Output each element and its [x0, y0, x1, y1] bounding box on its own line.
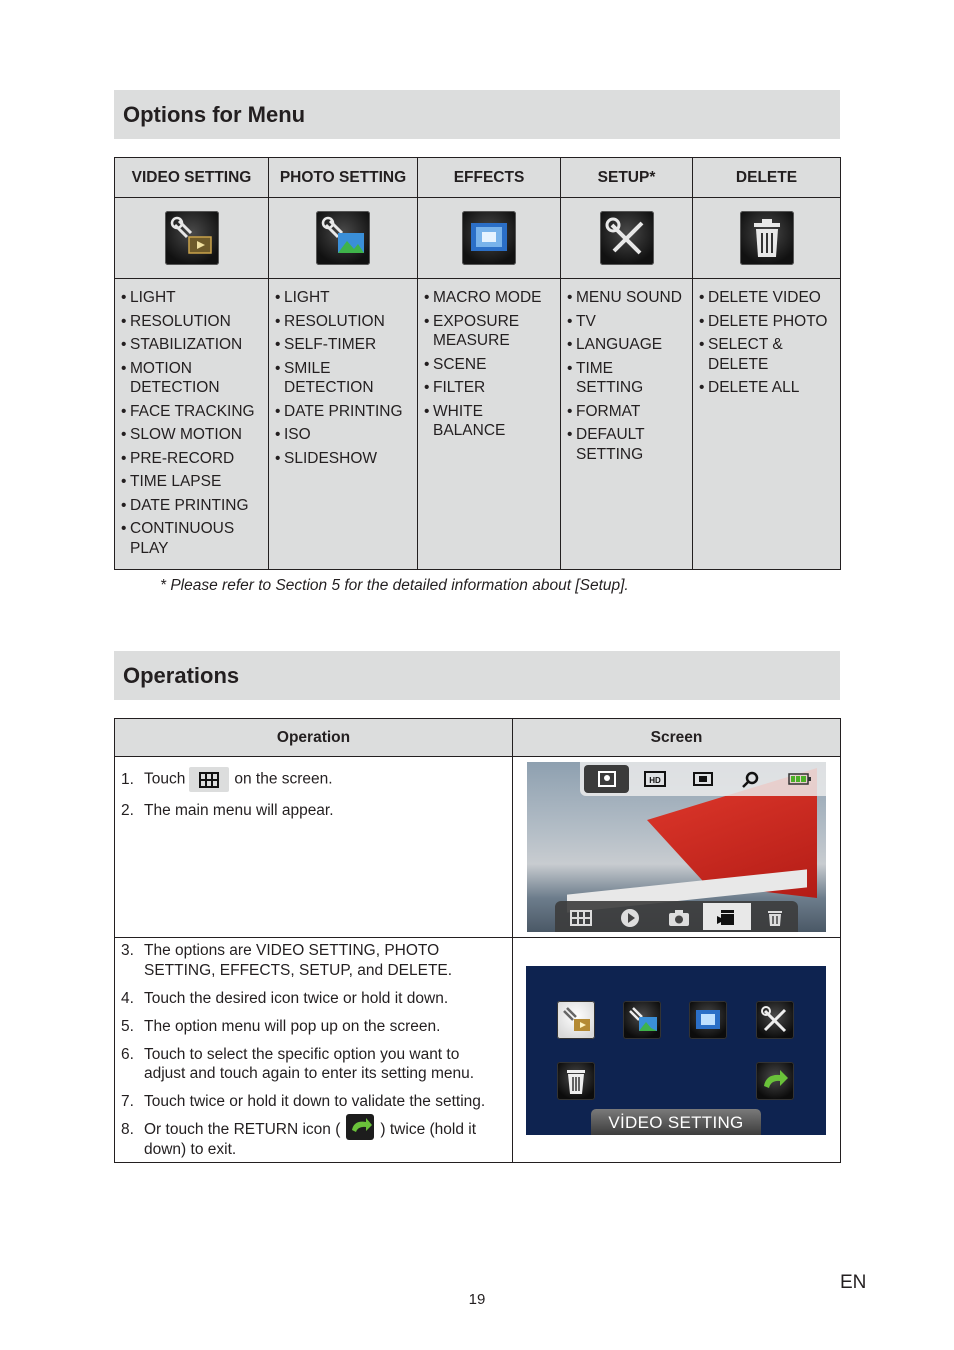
list-item: • RESOLUTION	[275, 312, 417, 332]
light-icon[interactable]	[728, 765, 773, 793]
setup-icon[interactable]	[756, 1001, 794, 1039]
menu-header-row	[115, 158, 841, 198]
list-item: • SLOW MOTION	[121, 425, 268, 445]
operations-row-2	[115, 938, 841, 1163]
list-item: • WHITE BALANCE	[424, 402, 524, 441]
list-item: • STABILIZATION	[121, 335, 268, 355]
selected-option-label: VİDEO SETTING	[591, 1109, 761, 1135]
list-item: • TIME LAPSE	[121, 472, 268, 492]
photo-setting-icon[interactable]	[623, 1001, 661, 1039]
setup-icon-cell	[561, 198, 693, 279]
list-item: • SCENE	[424, 355, 560, 375]
operations-table	[114, 718, 841, 1163]
list-item: • MOTION DETECTION	[121, 359, 249, 398]
list-item: • ISO	[275, 425, 417, 445]
list-item: • DATE PRINTING	[121, 496, 268, 516]
hd-resolution-icon[interactable]	[632, 765, 677, 793]
menu-grid-icon	[189, 767, 229, 792]
step-2-text: The main menu will appear.	[144, 801, 334, 819]
step-8	[121, 1120, 504, 1160]
step-1-text-post: on the screen.	[234, 770, 333, 788]
list-item: • LIGHT	[121, 288, 268, 308]
video-setting-list-cell	[115, 279, 269, 570]
photo-setting-icon	[316, 211, 370, 265]
step-number: 5.	[121, 1017, 134, 1035]
list-item: • PRE-RECORD	[121, 449, 268, 469]
operations-row-1	[115, 757, 841, 938]
screen-column-header: Screen	[513, 719, 841, 757]
return-icon[interactable]	[756, 1062, 794, 1100]
menu-icon-row	[115, 198, 841, 279]
operations-steps-cell-2	[115, 938, 513, 1163]
step-3	[121, 941, 504, 980]
step-2	[121, 801, 504, 821]
menu-grid-icon[interactable]	[557, 903, 605, 930]
screen-cell-2	[513, 938, 841, 1163]
video-setting-icon	[165, 211, 219, 265]
step-8-text-pre: Or touch the RETURN icon (	[144, 1121, 341, 1139]
list-item: • DATE PRINTING	[275, 402, 417, 422]
column-header-setup: SETUP*	[561, 158, 693, 198]
step-number: 6.	[121, 1045, 134, 1063]
step-number: 3.	[121, 942, 134, 959]
video-setting-options	[121, 288, 268, 558]
step-6	[121, 1045, 504, 1084]
column-header-effects: EFFECTS	[418, 158, 561, 198]
photo-setting-options	[275, 288, 417, 468]
setup-icon	[600, 211, 654, 265]
setup-list-cell	[561, 279, 693, 570]
step-8-text-post: ) twice (hold it down) to exit.	[144, 1121, 477, 1158]
effects-icon[interactable]	[689, 1001, 727, 1039]
page-number: 19	[468, 1291, 486, 1308]
step-1	[121, 767, 504, 792]
step-4	[121, 989, 504, 1009]
list-item: • TV	[567, 312, 692, 332]
list-item: • TIME SETTING	[567, 359, 657, 398]
list-item: • SELF-TIMER	[275, 335, 417, 355]
operations-header-bar	[114, 651, 840, 700]
step-5-text: The option menu will pop up on the screen.	[144, 1017, 441, 1035]
delete-icon	[740, 211, 794, 265]
photo-setting-icon-cell	[269, 198, 418, 279]
options-menu-title: Options for Menu	[123, 102, 306, 127]
operations-steps-cell-1	[115, 757, 513, 938]
step-4-text: Touch the desired icon twice or hold it down.	[144, 989, 449, 1007]
step-7-text: Touch twice or hold it down to validate the setting.	[144, 1093, 486, 1110]
photo-setting-list-cell	[269, 279, 418, 570]
list-item: • FILTER	[424, 378, 560, 398]
list-item: • RESOLUTION	[121, 312, 268, 332]
step-3-text: The options are VIDEO SETTING, PHOTO SETTING, EFFECTS, SETUP, and DELETE.	[144, 942, 453, 979]
operations-title: Operations	[123, 663, 240, 688]
operation-column-header: Operation	[115, 719, 513, 757]
step-number: 4.	[121, 989, 134, 1007]
trash-icon[interactable]	[751, 903, 799, 930]
column-header-delete: DELETE	[693, 158, 841, 198]
delete-list-cell	[693, 279, 841, 570]
step-7	[121, 1092, 504, 1112]
battery-icon	[780, 765, 820, 793]
delete-options	[699, 288, 840, 398]
options-menu-header-bar	[114, 90, 840, 139]
bottom-mode-bar	[555, 901, 798, 932]
list-item: • CONTINUOUS PLAY	[121, 519, 249, 558]
svg-text:HD: HD	[648, 775, 661, 785]
list-item: • DELETE ALL	[699, 378, 840, 398]
list-item: • MENU SOUND	[567, 288, 692, 308]
list-item: • DELETE PHOTO	[699, 312, 840, 332]
list-item: • DEFAULT SETTING	[567, 425, 667, 464]
step-number: 8.	[121, 1121, 134, 1139]
face-mode-icon[interactable]	[584, 765, 629, 793]
step-number: 1.	[121, 770, 134, 788]
effects-icon-cell	[418, 198, 561, 279]
top-mode-bar	[580, 762, 826, 796]
list-item: • EXPOSURE MEASURE	[424, 312, 534, 351]
screen-cell-1	[513, 757, 841, 938]
step-1-text-pre: Touch	[144, 770, 186, 788]
column-header-photo-setting: PHOTO SETTING	[269, 158, 418, 198]
video-setting-icon-cell	[115, 198, 269, 279]
effects-list-cell	[418, 279, 561, 570]
main-menu-screenshot	[526, 966, 826, 1135]
list-item: • LIGHT	[275, 288, 417, 308]
delete-icon[interactable]	[557, 1062, 595, 1100]
list-item: • DELETE VIDEO	[699, 288, 840, 308]
list-item: • SMILE DETECTION	[275, 359, 385, 398]
step-5	[121, 1017, 504, 1037]
return-icon	[346, 1114, 374, 1140]
step-number: 2.	[121, 801, 134, 819]
video-setting-icon[interactable]	[557, 1001, 595, 1039]
menu-list-row	[115, 279, 841, 570]
list-item: • FORMAT	[567, 402, 692, 422]
effects-options	[424, 288, 560, 441]
delete-icon-cell	[693, 198, 841, 279]
playback-icon[interactable]	[606, 903, 654, 930]
list-item: • SLIDESHOW	[275, 449, 417, 469]
language-tag: EN	[840, 1272, 867, 1293]
effects-icon	[462, 211, 516, 265]
list-item: • MACRO MODE	[424, 288, 560, 308]
step-number: 7.	[121, 1093, 134, 1110]
list-item: • FACE TRACKING	[121, 402, 268, 422]
menu-options-table	[114, 157, 841, 570]
camera-icon[interactable]	[655, 903, 703, 930]
video-camera-icon[interactable]	[703, 903, 751, 930]
live-view-screenshot	[527, 762, 826, 932]
setup-footnote: * Please refer to Section 5 for the detailed information about [Setup].	[160, 577, 629, 594]
list-item: • SELECT & DELETE	[699, 335, 799, 374]
operations-header-row	[115, 719, 841, 757]
column-header-video-setting: VIDEO SETTING	[115, 158, 269, 198]
step-6-text: Touch to select the specific option you want to adjust and touch again to enter its setting menu.	[144, 1045, 475, 1082]
stabilization-icon[interactable]	[680, 765, 725, 793]
list-item: • LANGUAGE	[567, 335, 692, 355]
setup-options	[567, 288, 692, 464]
